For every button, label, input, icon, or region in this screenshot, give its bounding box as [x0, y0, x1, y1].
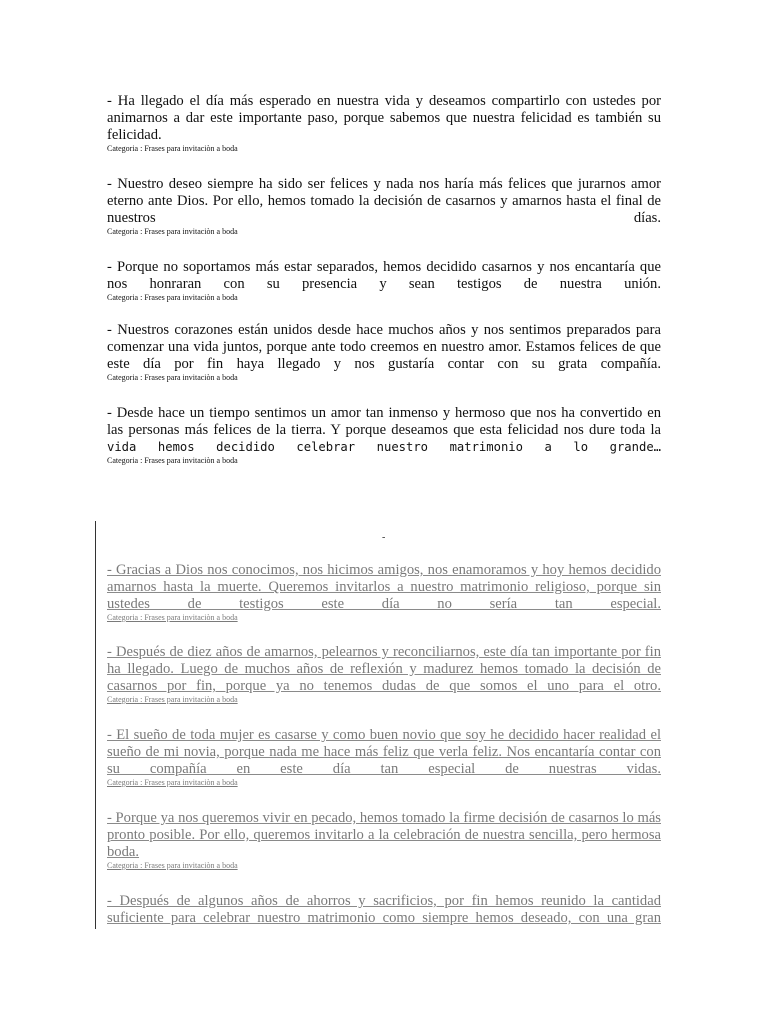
phrase-text-tail: vida hemos decidido celebrar nuestro matrimonio a lo grande… [107, 440, 661, 454]
phrase-block-4 [107, 322, 661, 383]
category-link[interactable]: Categoria : Frases para invitaciòn a boda [107, 861, 238, 870]
category-link[interactable]: Categoria : Frases para invitaciòn a boda [107, 613, 238, 622]
vertical-rule [95, 521, 96, 929]
phrase-block-3 [107, 259, 661, 303]
phrase-block-5 [107, 405, 661, 466]
phrase-link-block-3[interactable] [107, 727, 661, 788]
phrase-link-block-4[interactable] [107, 810, 661, 871]
category-link[interactable]: Categoria : Frases para invitaciòn a boda [107, 778, 238, 787]
category-label: Categoria : Frases para invitaciòn a boda [107, 373, 238, 382]
category-label: Categoria : Frases para invitaciòn a boda [107, 227, 238, 236]
phrase-text: - Desde hace un tiempo sentimos un amor tan inmenso y hermoso que nos ha convertido en las personas más felices de la tierra. Y porque deseamos que esta felicidad nos dure toda la [107, 405, 661, 438]
category-label: Categoria : Frases para invitaciòn a boda [107, 293, 238, 302]
phrase-link-text[interactable]: - El sueño de toda mujer es casarse y como buen novio que soy he decidido hacer realidad el sueño de mi novia, porque nada me hace más feliz que verla feliz. Nos encantaría contar con su compañía en este día tan especial de nuestras vidas. [107, 727, 661, 777]
phrase-text: - Ha llegado el día más esperado en nuestra vida y deseamos compartirlo con ustedes por animarnos a dar este importante paso, porque sabemos que nuestra felicidad es también su felicidad. [107, 93, 661, 143]
phrase-text: - Nuestros corazones están unidos desde hace muchos años y nos sentimos preparados para comenzar una vida juntos, porque ante todo creemos en nuestro amor. Estamos felices de que este día por fin haya llegado y nos gustaría contar con su grata compañía. [107, 322, 661, 372]
phrase-text: - Porque no soportamos más estar separados, hemos decidido casarnos y nos encantaría que nos honraran con su presencia y sean testigos de nuestra unión. [107, 259, 661, 292]
phrase-link-block-2[interactable] [107, 644, 661, 705]
phrase-block-2 [107, 176, 661, 237]
category-label: Categoria : Frases para invitaciòn a boda [107, 144, 238, 153]
category-link[interactable]: Categoria : Frases para invitaciòn a boda [107, 695, 238, 704]
phrase-link-text[interactable]: - Gracias a Dios nos conocimos, nos hicimos amigos, nos enamoramos y hoy hemos decidido amarnos hasta la muerte. Queremos invitarlos a nuestro matrimonio religioso, porque sin ustedes de testigos este día no sería tan especial. [107, 562, 661, 612]
phrase-block-1 [107, 93, 661, 154]
phrase-link-block-5[interactable] [107, 893, 661, 927]
separator-mark: - [382, 532, 386, 543]
phrase-text: - Nuestro deseo siempre ha sido ser felices y nada nos haría más felices que jurarnos amor eterno ante Dios. Por ello, hemos tomado la decisión de casarnos y amarnos hasta el final de nuestros días. [107, 176, 661, 226]
phrase-link-block-1[interactable] [107, 562, 661, 623]
phrase-link-text[interactable]: - Después de diez años de amarnos, pelearnos y reconciliarnos, este día tan importante por fin ha llegado. Luego de muchos años de reflexión y madurez hemos tomado la decisión de casarnos por fin, porque ya no tenemos dudas de que somos el uno para el otro. [107, 644, 661, 694]
phrase-link-text[interactable]: - Porque ya nos queremos vivir en pecado, hemos tomado la firme decisión de casarnos lo más pronto posible. Por ello, queremos invitarlo a la celebración de nuestra sencilla, pero hermosa boda. [107, 810, 661, 860]
phrase-link-text[interactable]: - Después de algunos años de ahorros y sacrificios, por fin hemos reunido la cantidad suficiente para celebrar nuestro matrimonio como siempre hemos deseado, con una gran [107, 893, 661, 926]
category-label: Categoria : Frases para invitaciòn a boda [107, 456, 238, 465]
